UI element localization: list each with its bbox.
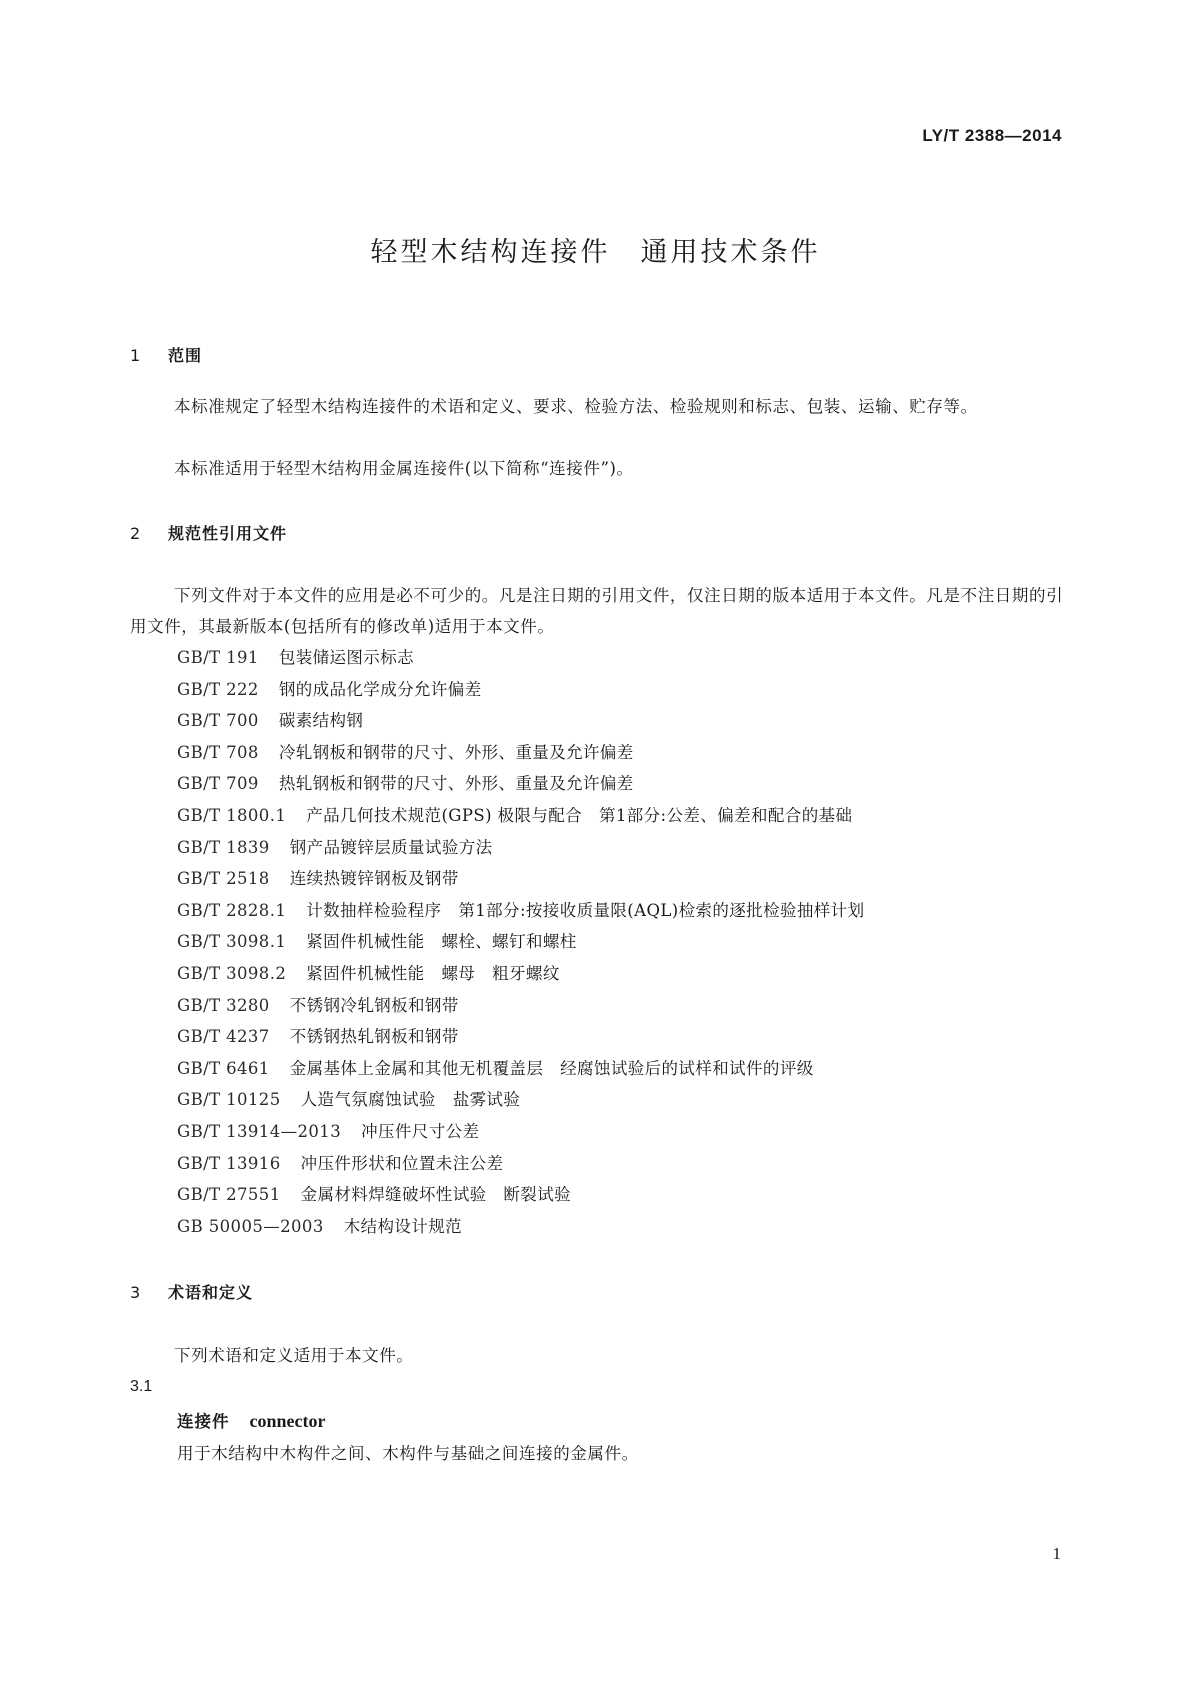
reference-code: GB/T 1839 [177, 837, 270, 857]
reference-title: 包装储运图示标志 [278, 648, 415, 667]
section-2-number: 2 [130, 524, 142, 543]
section-2-heading [130, 521, 287, 544]
reference-title: 冲压件尺寸公差 [361, 1121, 480, 1141]
reference-item [177, 768, 864, 800]
reference-item [177, 1116, 864, 1148]
reference-code: GB/T 2828.1 [177, 900, 287, 920]
reference-title: 木结构设计规范 [343, 1216, 463, 1236]
reference-item [177, 642, 864, 674]
reference-item [177, 926, 864, 958]
reference-item [177, 1053, 864, 1085]
term-number: 3.1 [130, 1378, 153, 1395]
section-2-title: 规范性引用文件 [168, 524, 288, 543]
reference-item [177, 705, 864, 737]
section-3-title: 术语和定义 [168, 1283, 254, 1302]
reference-title: 热轧钢板和钢带的尺寸、外形、重量及允许偏差 [278, 774, 634, 794]
term-definition: 用于木结构中木构件之间、木构件与基础之间连接的金属件。 [177, 1444, 639, 1463]
reference-code: GB/T 13916 [177, 1153, 281, 1173]
reference-title: 人造气氛腐蚀试验 盐雾试验 [300, 1090, 521, 1110]
reference-item [177, 863, 864, 895]
reference-code: GB/T 708 [177, 742, 259, 762]
reference-item [177, 800, 864, 832]
section-1-title: 范围 [168, 346, 203, 365]
reference-title: 计数抽样检验程序 第1部分:按接收质量限(AQL)检索的逐批检验抽样计划 [306, 900, 865, 920]
reference-title: 紧固件机械性能 螺母 粗牙螺纹 [306, 963, 560, 983]
reference-item [177, 832, 864, 864]
reference-code: GB/T 3098.2 [177, 963, 287, 983]
reference-title: 紧固件机械性能 螺栓、螺钉和螺柱 [306, 932, 577, 952]
document-title-part1: 轻型木结构连接件 [370, 237, 611, 268]
reference-item [177, 1148, 864, 1180]
reference-code: GB/T 10125 [177, 1090, 281, 1110]
reference-code: GB/T 13914—2013 [177, 1121, 342, 1141]
reference-title: 产品几何技术规范(GPS) 极限与配合 第1部分:公差、偏差和配合的基础 [306, 805, 853, 825]
section-3-number: 3 [130, 1283, 142, 1302]
reference-title: 金属基体上金属和其他无机覆盖层 经腐蚀试验后的试样和试件的评级 [289, 1058, 814, 1078]
reference-item [177, 1211, 864, 1243]
document-title-part2: 通用技术条件 [640, 237, 821, 268]
reference-title: 钢的成品化学成分允许偏差 [278, 679, 482, 699]
term-name-english: connector [249, 1411, 326, 1431]
reference-code: GB/T 27551 [177, 1185, 281, 1205]
reference-code: GB/T 6461 [177, 1058, 270, 1078]
reference-code: GB/T 222 [177, 679, 259, 699]
section-3-intro: 下列术语和定义适用于本文件。 [174, 1346, 414, 1365]
reference-code: GB/T 191 [177, 648, 259, 667]
reference-code: GB/T 700 [177, 711, 259, 731]
reference-title: 不锈钢热轧钢板和钢带 [289, 1027, 459, 1047]
term-name-chinese: 连接件 [177, 1412, 230, 1431]
reference-item [177, 674, 864, 706]
reference-code: GB/T 2518 [177, 869, 270, 889]
section-3-heading [130, 1280, 253, 1303]
reference-item [177, 737, 864, 769]
section-1-heading [130, 343, 202, 366]
reference-title: 冷轧钢板和钢带的尺寸、外形、重量及允许偏差 [278, 742, 634, 762]
normative-reference-list [177, 642, 864, 1242]
reference-code: GB 50005—2003 [177, 1216, 324, 1236]
section-2-intro: 下列文件对于本文件的应用是必不可少的。凡是注日期的引用文件，仅注日期的版本适用于本文件。凡是不注日期的引用文件，其最新版本(包括所有的修改单)适用于本文件。 [130, 586, 1064, 636]
document-title [0, 230, 1191, 269]
reference-code: GB/T 4237 [177, 1027, 270, 1047]
reference-title: 钢产品镀锌层质量试验方法 [289, 837, 493, 857]
section-1-paragraph-1: 本标准规定了轻型木结构连接件的术语和定义、要求、检验方法、检验规则和标志、包装、运输、贮存等。 [174, 397, 978, 416]
reference-code: GB/T 1800.1 [177, 805, 287, 825]
reference-item [177, 895, 864, 927]
reference-title: 不锈钢冷轧钢板和钢带 [289, 995, 459, 1015]
reference-code: GB/T 709 [177, 774, 259, 794]
term-name [177, 1408, 325, 1432]
reference-item [177, 958, 864, 990]
section-1-paragraph-2: 本标准适用于轻型木结构用金属连接件(以下简称“连接件”)。 [174, 459, 634, 478]
reference-title: 连续热镀锌钢板及钢带 [289, 869, 459, 889]
reference-title: 冲压件形状和位置未注公差 [300, 1153, 504, 1173]
reference-title: 金属材料焊缝破坏性试验 断裂试验 [300, 1185, 572, 1205]
standard-number: LY/T 2388—2014 [922, 126, 1062, 145]
reference-item [177, 1021, 864, 1053]
reference-code: GB/T 3098.1 [177, 932, 287, 952]
reference-code: GB/T 3280 [177, 995, 270, 1015]
reference-title: 碳素结构钢 [278, 711, 364, 731]
reference-item [177, 990, 864, 1022]
section-1-number: 1 [130, 346, 142, 365]
page-number: 1 [1052, 1544, 1061, 1563]
reference-item [177, 1084, 864, 1116]
reference-item [177, 1179, 864, 1211]
